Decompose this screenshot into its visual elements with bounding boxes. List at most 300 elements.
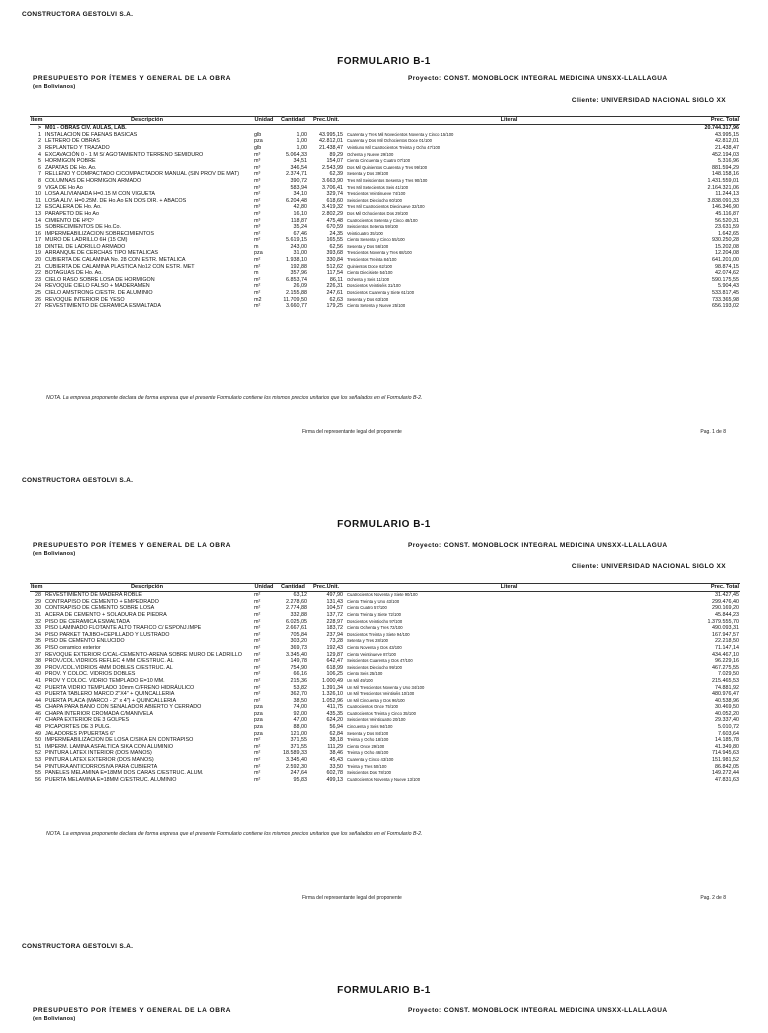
item-quantity: 18.589,33	[283, 750, 307, 757]
item-unit-price: 3.419,32	[322, 204, 343, 211]
item-description: CUBIERTA DE CALAMINA No. 28 CON ESTR. METALICA	[45, 257, 186, 264]
item-total: 7.029,50	[718, 671, 739, 678]
item-unit-price: 33,50	[329, 763, 343, 770]
item-literal: Sesenta y Dos 63/100	[347, 296, 389, 302]
item-unit: glb	[254, 131, 262, 138]
item-total: 151.981,52	[712, 757, 739, 764]
header-descripcion: Descripción	[44, 117, 250, 125]
header-prectotal: Prec. Total	[674, 584, 740, 592]
item-total: 45.844,23	[715, 611, 739, 618]
item-description: HORMIGÓN POBRE	[45, 158, 96, 165]
form-title: FORMULARIO B-1	[337, 985, 431, 996]
budget-title: PRESUPUESTO POR ÍTEMES Y GENERAL DE LA OBRA	[33, 542, 232, 549]
item-quantity: 243,00	[290, 243, 307, 250]
item-quantity: 3.345,40	[286, 651, 307, 658]
item-quantity: 2.155,88	[286, 290, 307, 297]
item-description: RELLENO Y COMPACTADO C/COMPACTADOR MANUAL (SIN PROV DE MAT)	[45, 171, 240, 178]
item-total: 1.431.559,01	[707, 177, 739, 184]
item-number: 53	[35, 757, 41, 764]
table-row	[30, 665, 740, 672]
item-unit: m³	[254, 177, 261, 184]
item-unit-price: 89,29	[329, 151, 343, 158]
item-quantity: 346,54	[290, 164, 307, 171]
project-name: Proyecto: CONST. MONOBLOCK INTEGRAL MEDICINA UNSXX-LLALLAGUA	[408, 75, 668, 82]
item-quantity: 38,50	[293, 697, 307, 704]
item-literal: Tres Mil Setecientos Seis 41/100	[347, 184, 409, 190]
form-title: FORMULARIO B-1	[337, 519, 431, 530]
item-unit: m²	[254, 303, 261, 310]
item-unit: m²	[254, 677, 261, 684]
item-literal: Trescientos Treinta 84/100	[347, 257, 397, 263]
item-total: 3.838.091,33	[707, 197, 739, 204]
item-quantity: 34,10	[293, 191, 307, 198]
item-description: COLUMNAS DE HORMIGON ARMADO	[45, 177, 142, 184]
item-description: JALADORES P/PUERTAS 6"	[45, 730, 116, 737]
header-precunit: Prec.Unit.	[308, 584, 344, 592]
firma-text: Firma del representante legal del proponente	[302, 429, 402, 435]
item-unit: m³	[254, 204, 261, 211]
item-description: CONTRAPISO DE CEMENTO + EMPEDRADO	[45, 598, 159, 605]
item-number: 38	[35, 658, 41, 665]
item-literal: Ciento Diecisiete 54/100	[347, 270, 393, 276]
item-unit-price: 670,59	[326, 224, 343, 231]
item-description: IMPERMEABILIZACION SOBRECIMIENTOS	[45, 230, 154, 237]
item-literal: Trescientos Veintinueve 74/100	[347, 191, 406, 197]
item-number: 29	[35, 598, 41, 605]
item-unit: m²	[254, 625, 261, 632]
nota-text: NOTA. La empresa proponente declara de forma expresa que el presente Formulario contiene los mismos precios unitarios que los señalados en el Formulario B-2.	[46, 831, 423, 837]
table-row	[30, 132, 740, 139]
item-literal: Ciento Seis 25/100	[347, 671, 383, 677]
item-number: 22	[35, 270, 41, 277]
item-unit-price: 62,39	[329, 171, 343, 178]
item-total: 42.074,62	[715, 270, 739, 277]
item-unit: m²	[254, 743, 261, 750]
table-row	[30, 671, 740, 678]
item-description: PANELES MELAMINA E=18MM DOS CARAS C/ESTRUC. ALUM.	[45, 770, 204, 777]
item-number: 11	[35, 197, 41, 204]
item-total: 149.272,44	[712, 770, 739, 777]
item-description: PARAPETO DE Ho Ao	[45, 210, 100, 217]
budget-heading	[33, 1007, 231, 1023]
item-unit: m²	[254, 638, 261, 645]
item-unit: m²	[254, 644, 261, 651]
header-cantidad: Cantidad	[278, 117, 308, 125]
item-unit-price: 497,90	[326, 592, 343, 599]
item-number: 21	[35, 263, 41, 270]
table-row	[30, 231, 740, 238]
table-row	[30, 691, 740, 698]
item-unit: m²	[254, 631, 261, 638]
item-total: 40.538,96	[715, 697, 739, 704]
table-row	[30, 651, 740, 658]
item-literal: Treinta y Ocho 46/100	[347, 750, 389, 756]
item-literal: Sesenta y Dos 39/100	[347, 171, 389, 177]
item-number: 10	[35, 191, 41, 198]
item-literal: Dos Mil Ochocientos Dos 29/100	[347, 210, 408, 216]
item-number: 41	[35, 677, 41, 684]
table-row	[30, 244, 740, 251]
item-unit: m	[254, 270, 259, 277]
item-literal: Tres Mil Seiscientos Sesenta y Tres 90/100	[347, 177, 428, 183]
item-unit-price: 137,72	[326, 611, 343, 618]
budget-title: PRESUPUESTO POR ÍTEMES Y GENERAL DE LA OBRA	[33, 75, 232, 82]
item-number: 7	[38, 171, 41, 178]
item-literal: Sesenta y Dos 84/100	[347, 730, 389, 736]
item-total: 12.204,08	[715, 250, 739, 257]
item-total: 930.250,28	[712, 237, 739, 244]
item-quantity: 390,72	[290, 177, 307, 184]
item-literal: Ciento Ochenta y Tres 72/100	[347, 625, 403, 631]
currency-note: (en Bolivianos)	[33, 551, 76, 557]
item-description: CIELO RASO SOBRE LOSA DE HORMIGÓN	[45, 276, 155, 283]
item-literal: Ciento Cincuenta y Cuatro 07/100	[347, 158, 411, 164]
item-number: 39	[35, 664, 41, 671]
item-total: 452.194,03	[712, 151, 739, 158]
table-row	[30, 763, 740, 770]
item-description: PISO PARKET TAJIBO+CEPILLADO Y LUSTRADO	[45, 631, 170, 638]
item-quantity: 2.278,60	[286, 598, 307, 605]
item-total: 434.467,10	[712, 651, 739, 658]
table-row	[30, 283, 740, 290]
item-unit-price: 165,55	[326, 237, 343, 244]
table-row	[30, 698, 740, 705]
table-row	[30, 204, 740, 211]
item-total: 56.520,31	[715, 217, 739, 224]
item-unit-price: 618,99	[326, 664, 343, 671]
item-total: 23.631,59	[715, 224, 739, 231]
item-number: 30	[35, 605, 41, 612]
header-cantidad: Cantidad	[278, 584, 308, 592]
table-row	[30, 151, 740, 158]
table-row	[30, 612, 740, 619]
item-unit: m	[254, 243, 259, 250]
item-literal: Doscientos Treinta y Siete 94/100	[347, 631, 410, 637]
item-total: 641.201,00	[712, 257, 739, 264]
item-number: 36	[35, 644, 41, 651]
page-number: Pag. 2 de 8	[700, 895, 726, 901]
item-unit: m³	[254, 217, 261, 224]
items-table-body	[30, 592, 740, 784]
item-number: 18	[35, 243, 41, 250]
item-number: 56	[35, 776, 41, 783]
item-quantity: 369,73	[290, 644, 307, 651]
item-description: BOTAGUAS DE Ho. Ao.	[45, 270, 103, 277]
item-total: 71.147,14	[715, 644, 739, 651]
company-name: CONSTRUCTORA GESTOLVI S.A.	[22, 11, 134, 18]
item-quantity: 6.853,74	[286, 276, 307, 283]
table-row	[30, 277, 740, 284]
table-row	[30, 217, 740, 224]
item-unit-price: 86,11	[329, 276, 343, 283]
item-number: 31	[35, 611, 41, 618]
item-unit: pza	[254, 250, 263, 257]
item-total: 215.465,53	[712, 677, 739, 684]
table-row	[30, 638, 740, 645]
item-description: PISO ceramico exterior	[45, 644, 101, 651]
item-number: 13	[35, 210, 41, 217]
item-total: 590.175,55	[712, 276, 739, 283]
item-unit: m³	[254, 164, 261, 171]
item-literal: Cuarenta y Tres Mil Novecientos Noventa y Cinco 15/100	[347, 131, 454, 137]
header-prectotal: Prec. Total	[674, 117, 740, 125]
item-description: PROV. Y COLOC. VIDRIOS DOBLES	[45, 671, 136, 678]
item-literal: Treinta y Tres 50/100	[347, 763, 387, 769]
firma-text: Firma del representante legal del proponente	[302, 895, 402, 901]
table-row	[30, 250, 740, 257]
item-literal: Veintiuno Mil Cuatrocientos Treinta y Ocho 47/100	[347, 144, 441, 150]
item-unit-price: 24,35	[329, 230, 343, 237]
item-literal: Un Mil Trescientos Veintiséis 10/100	[347, 691, 415, 697]
item-quantity: 303,20	[290, 638, 307, 645]
table-row	[30, 270, 740, 277]
item-quantity: 192,88	[290, 263, 307, 270]
item-unit: m²	[254, 290, 261, 297]
item-unit: m²	[254, 618, 261, 625]
item-unit-price: 247,61	[326, 290, 343, 297]
item-description: EXCAVACIÓN 0 - 1 M S/ AGOTAMIENTO TERRENO SEMIDURO	[45, 151, 204, 158]
item-description: PINTURA LATEX EXTERIOR (DOS MANOS)	[45, 757, 154, 764]
item-total: 480.976,47	[712, 691, 739, 698]
item-unit-price: 106,25	[326, 671, 343, 678]
item-literal: Ciento Treinta y Uno 43/100	[347, 598, 400, 604]
item-literal: Ciento Sesenta y Cinco 55/100	[347, 237, 405, 243]
item-unit: m²	[254, 651, 261, 658]
item-quantity: 34,51	[293, 158, 307, 165]
client-name: Cliente: UNIVERSIDAD NACIONAL SIGLO XX	[571, 97, 726, 104]
item-total: 14.185,78	[715, 737, 739, 744]
item-unit: pza	[254, 724, 263, 731]
table-row	[30, 224, 740, 231]
item-unit-price: 56,94	[329, 724, 343, 731]
item-description: CUBIERTA DE CALAMINA PLASTICA No12 CON ESTR. MET	[45, 263, 195, 270]
item-quantity: 74,00	[293, 704, 307, 711]
item-literal: Ciento Treinta y Siete 72/100	[347, 611, 402, 617]
item-total: 148.158,16	[712, 171, 739, 178]
item-number: 35	[35, 638, 41, 645]
item-unit-price: 624,20	[326, 717, 343, 724]
item-unit-price: 117,54	[326, 270, 343, 277]
item-unit-price: 3.706,41	[322, 184, 343, 191]
item-unit: m²	[254, 658, 261, 665]
item-unit-price: 38,46	[329, 750, 343, 757]
item-total: 22.218,50	[715, 638, 739, 645]
item-unit: pza	[254, 138, 263, 145]
item-unit: m²	[254, 611, 261, 618]
item-total: 74.881,92	[715, 684, 739, 691]
item-total: 29.337,40	[715, 717, 739, 724]
item-number: 14	[35, 217, 41, 224]
item-number: 51	[35, 743, 41, 750]
item-number: 16	[35, 230, 41, 237]
table-header-row	[30, 117, 740, 125]
item-quantity: 53,82	[293, 684, 307, 691]
item-number: 9	[38, 184, 41, 191]
item-description: REVOQUE INTERIOR DE YESO	[45, 296, 125, 303]
item-total: 733.365,98	[712, 296, 739, 303]
item-literal: Un Mil Trescientos Noventa y Uno 34/100	[347, 684, 425, 690]
item-quantity: 3.345,40	[286, 757, 307, 764]
item-total: 11.244,13	[715, 191, 739, 198]
table-row	[30, 711, 740, 718]
table-row	[30, 138, 740, 145]
table-row	[30, 599, 740, 606]
item-unit: m²	[254, 750, 261, 757]
item-total: 5.316,96	[718, 158, 739, 165]
item-description: SOBRECIMIENTOS DE Ho.Co.	[45, 224, 121, 231]
item-literal: Ochenta y Nueve 29/100	[347, 151, 394, 157]
item-unit: m²	[254, 276, 261, 283]
item-description: CIMIENTO DE HºCº	[45, 217, 94, 224]
item-number: 47	[35, 717, 41, 724]
item-unit: m²	[254, 776, 261, 783]
item-description: REVOQUE CIELO FALSO + MADERAMEN	[45, 283, 150, 290]
table-row	[30, 625, 740, 632]
item-number: 44	[35, 697, 41, 704]
item-quantity: 583,94	[290, 184, 307, 191]
form-title: FORMULARIO B-1	[337, 56, 431, 67]
item-description: INSTALACIÓN DE FAENAS BÁSICAS	[45, 131, 138, 138]
item-number: 12	[35, 204, 41, 211]
group-total: 20.744.317,96	[704, 125, 739, 132]
item-number: 33	[35, 625, 41, 632]
item-unit: m²	[254, 263, 261, 270]
item-unit: glb	[254, 144, 262, 151]
item-description: CHAPA INTERIOR CROMADA C/MANIVELA	[45, 710, 154, 717]
item-unit-price: 499,13	[326, 776, 343, 783]
item-quantity: 2.374,71	[286, 171, 307, 178]
item-total: 43.995,15	[715, 131, 739, 138]
item-description: LOSA ALIV. H=0.25M. DE Ho.Ao EN DOS DIR. + ABACOS	[45, 197, 187, 204]
table-row	[30, 770, 740, 777]
item-unit-price: 1.391,34	[322, 684, 343, 691]
item-unit-price: 154,07	[326, 158, 343, 165]
header-descripcion: Descripción	[44, 584, 250, 592]
item-literal: Ciento Veintinueve 87/100	[347, 651, 396, 657]
item-unit-price: 45,43	[329, 757, 343, 764]
item-literal: Cuarenta y Dos Mil Ochocientos Doce 01/100	[347, 138, 432, 144]
item-total: 40.052,20	[715, 710, 739, 717]
item-description: PISO DE CERAMICA ESMALTADA	[45, 618, 130, 625]
item-number: 49	[35, 730, 41, 737]
item-quantity: 1.938,10	[286, 257, 307, 264]
item-description: VIGA DE Ho Ao	[45, 184, 83, 191]
header-unidad: Unidad	[250, 117, 278, 125]
item-description: PUERTA MELAMINA E=18MM C/ESTRUC. ALUMINIO	[45, 776, 177, 783]
item-total: 41.349,80	[715, 743, 739, 750]
item-unit-price: 2.802,29	[322, 210, 343, 217]
item-unit: m³	[254, 224, 261, 231]
item-unit-price: 411,75	[326, 704, 343, 711]
item-description: CHAPA EXTERIOR DE 3 GOLPES	[45, 717, 130, 724]
nota-text: NOTA. La empresa proponente declara de forma expresa que el presente Formulario contiene los mismos precios unitarios que los señalados en el Formulario B-2.	[46, 395, 423, 401]
item-description: IMPERM. LAMINA ASFALTICA SIKA CON ALUMINIO	[45, 743, 174, 750]
item-unit: m²	[254, 664, 261, 671]
item-quantity: 2.774,88	[286, 605, 307, 612]
table-row	[30, 658, 740, 665]
item-unit: m³	[254, 210, 261, 217]
item-description: CHAPA PARA BAÑO CON SEÑALADOR ABIERTO Y CERRADO	[45, 704, 202, 711]
item-total: 656.193,02	[712, 303, 739, 310]
item-description: REVESTIMIENTO DE CERAMICA ESMALTADA	[45, 303, 161, 310]
item-description: PROV./COL.VIDRIOS 4MM DOBLES C/ESTRUC. AL	[45, 664, 173, 671]
item-literal: Tres Mil Cuatrocientos Diecinueve 32/100	[347, 204, 425, 210]
item-unit-price: 330,84	[326, 257, 343, 264]
table-row	[30, 618, 740, 625]
item-unit-price: 21.438,47	[319, 144, 343, 151]
item-unit-price: 2.543,99	[322, 164, 343, 171]
header-item: Item	[31, 584, 43, 591]
item-total: 31.427,45	[715, 592, 739, 599]
item-total: 45.116,87	[715, 210, 739, 217]
item-quantity: 26,09	[293, 283, 307, 290]
item-number: 37	[35, 651, 41, 658]
item-number: 43	[35, 691, 41, 698]
table-row	[30, 684, 740, 691]
item-unit-price: 62,56	[329, 243, 343, 250]
item-quantity: 6.025,05	[286, 618, 307, 625]
item-number: 8	[38, 177, 41, 184]
item-description: ARRANQUE DE CERCHAS TIPO METALICAS	[45, 250, 159, 257]
table-row	[30, 165, 740, 172]
item-unit: pza	[254, 730, 263, 737]
table-row	[30, 184, 740, 191]
item-literal: Seiscientos Veinticuatro 20/100	[347, 717, 406, 723]
item-total: 2.164.321,06	[707, 184, 739, 191]
item-number: 46	[35, 710, 41, 717]
header-literal: Literal	[344, 117, 674, 125]
item-unit-price: 73,28	[329, 638, 343, 645]
item-literal: Veinticuatro 35/100	[347, 230, 383, 236]
item-number: 4	[38, 151, 41, 158]
item-unit-price: 42.812,01	[319, 138, 343, 145]
item-quantity: 357,96	[290, 270, 307, 277]
item-unit: pza	[254, 717, 263, 724]
item-total: 5.010,72	[718, 724, 739, 731]
item-unit-price: 62,63	[329, 296, 343, 303]
table-row	[30, 211, 740, 218]
item-description: LOSA ALIVIANADA H=0.15 M CON VIGUETA	[45, 191, 155, 198]
item-unit: m²	[254, 605, 261, 612]
item-unit: m²	[254, 691, 261, 698]
table-row	[30, 744, 740, 751]
item-description: PUERTA TABLERO MARCO 2"X4" + QUINCALLERIA	[45, 691, 175, 698]
item-literal: Ochenta y Seis 11/100	[347, 276, 390, 282]
item-literal: Cuatrocientos Noventa y Nueve 13/100	[347, 776, 421, 782]
item-quantity: 371,55	[290, 743, 307, 750]
budget-heading	[33, 75, 231, 91]
item-number: 26	[35, 296, 41, 303]
item-unit-price: 183,72	[326, 625, 343, 632]
item-number: 27	[35, 303, 41, 310]
item-literal: Cuatrocientos Treinta y Cinco 35/100	[347, 710, 416, 716]
item-quantity: 35,24	[293, 224, 307, 231]
table-row	[30, 704, 740, 711]
item-unit: pza	[254, 704, 263, 711]
table-row	[30, 645, 740, 652]
item-unit-price: 104,57	[326, 605, 343, 612]
table-header-row	[30, 584, 740, 592]
item-unit: m³	[254, 151, 261, 158]
item-number: 42	[35, 684, 41, 691]
item-total: 467.275,55	[712, 664, 739, 671]
item-quantity: 92,00	[293, 710, 307, 717]
item-total: 30.469,50	[715, 704, 739, 711]
item-quantity: 11.709,50	[283, 296, 307, 303]
item-number: 1	[38, 131, 41, 138]
item-unit-price: 435,35	[326, 710, 343, 717]
item-quantity: 121,00	[290, 730, 307, 737]
